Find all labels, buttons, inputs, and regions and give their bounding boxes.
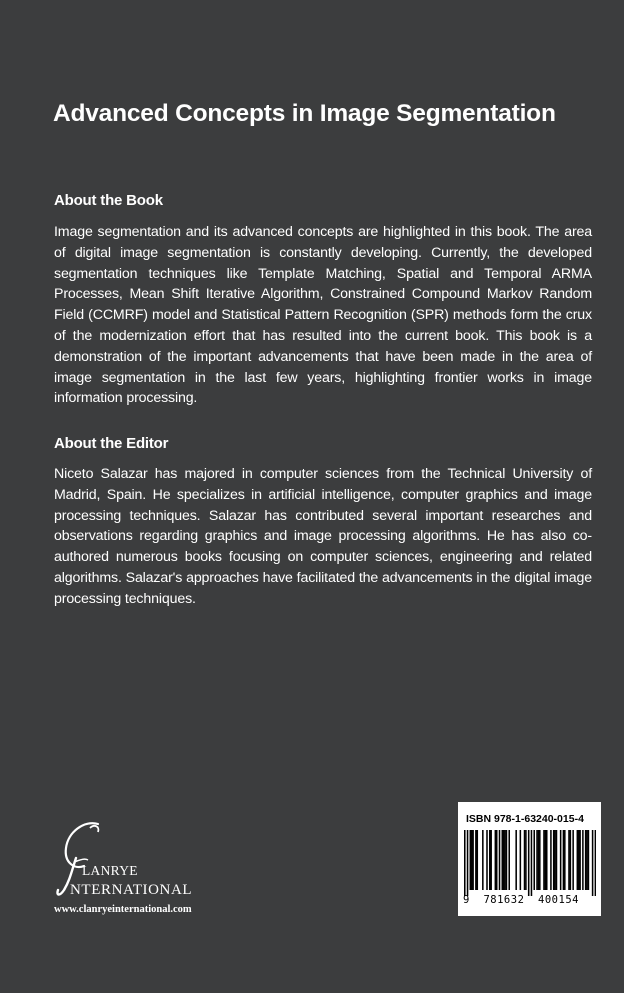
barcode-bar xyxy=(472,830,474,890)
barcode-bar xyxy=(471,830,473,890)
barcode-bar xyxy=(508,830,510,890)
publisher-logo xyxy=(54,818,224,918)
barcode-bar xyxy=(538,830,540,890)
barcode-bar xyxy=(499,830,501,890)
barcode-digits xyxy=(463,894,597,906)
barcode-bars xyxy=(464,830,596,896)
barcode-bar xyxy=(464,830,466,896)
barcode-bar xyxy=(536,830,538,890)
barcode-bar xyxy=(520,830,522,890)
barcode-bar xyxy=(502,830,504,890)
barcode-bar xyxy=(578,830,580,890)
barcode-bar xyxy=(560,830,562,890)
barcode-bar xyxy=(570,830,572,890)
barcode-bar xyxy=(486,830,488,890)
barcode-bar xyxy=(553,830,555,890)
book-title: Advanced Concepts in Image Segmentation xyxy=(53,100,556,127)
barcode-bar xyxy=(550,830,552,890)
barcode-bar xyxy=(477,830,479,890)
publisher-name-line1: LANRYE xyxy=(82,863,138,878)
barcode-bar xyxy=(467,830,469,896)
isbn-label: ISBN 978-1-63240-015-4 xyxy=(466,813,584,825)
barcode-bar xyxy=(470,830,472,890)
barcode-bar xyxy=(595,830,596,896)
barcode-bar xyxy=(506,830,508,890)
barcode-bar xyxy=(588,830,590,890)
about-editor-heading: About the Editor xyxy=(54,435,169,452)
barcode-bar xyxy=(475,830,477,890)
barcode-bar xyxy=(568,830,570,890)
barcode-bar xyxy=(525,830,527,890)
barcode-bar xyxy=(582,830,584,890)
barcode-bar xyxy=(556,830,558,890)
barcode-bar xyxy=(579,830,581,890)
barcode-bar xyxy=(496,830,498,890)
barcode-bar xyxy=(533,830,535,890)
about-editor-text: Niceto Salazar has majored in computer sciences from the Technical University of Madrid, Spain. He specializes in artificial intelligence, computer graphics and image processing techniques. Salazar has contributed several important researches and observations regarding graphics and image processing algorithms. He has also co-authored numerous books focusing on computer sciences, engineering and related algorithms. Salazar's approaches have facilitated the advancements in the digital image processing techniques. xyxy=(54,466,592,607)
barcode-bar xyxy=(554,830,556,890)
barcode-bar xyxy=(495,830,497,890)
barcode-bar xyxy=(503,830,505,890)
barcode-bar xyxy=(524,830,526,890)
about-book-heading: About the Book xyxy=(54,192,163,209)
barcode-bar xyxy=(546,830,548,890)
barcode-digits-text: 9 781632 400154 xyxy=(463,894,579,906)
barcode-bar xyxy=(531,830,533,896)
barcode-bar xyxy=(482,830,484,890)
barcode-bar xyxy=(504,830,506,890)
barcode-bar xyxy=(489,830,491,890)
barcode-bar xyxy=(586,830,588,890)
barcode-bar xyxy=(545,830,547,890)
barcode-bar xyxy=(539,830,541,890)
publisher-name-line2: NTERNATIONAL xyxy=(70,882,193,898)
barcode-bar xyxy=(515,830,517,890)
barcode-bar xyxy=(577,830,579,890)
isbn-barcode-box xyxy=(458,802,601,916)
barcode-bar xyxy=(564,830,566,890)
barcode-bar xyxy=(563,830,565,890)
publisher-url: www.clanryeinternational.com xyxy=(54,904,192,915)
about-book-text: Image segmentation and its advanced concepts are highlighted in this book. The area of digital image segmentation is constantly developing. Currently, the developed segmentation techniques like Template Matching, Spatial and Temporal ARMA Processes, Mean Shift Iterative Algorithm, Constrained Compound Markov Random Field (CCMRF) model and Statistical Pattern Recognition (SPR) methods form the crux of the modernization effort that has resulted into the current book. This book is a demonstration of the important advancements that have been made in the area of image segmentation in the last few years, highlighting frontier works in image information processing. xyxy=(54,224,592,407)
barcode-bar xyxy=(592,830,594,896)
barcode-bar xyxy=(585,830,587,890)
barcode-bar xyxy=(528,830,530,896)
barcode-bar xyxy=(543,830,545,890)
barcode-bar xyxy=(490,830,492,890)
barcode-bar xyxy=(572,830,574,890)
